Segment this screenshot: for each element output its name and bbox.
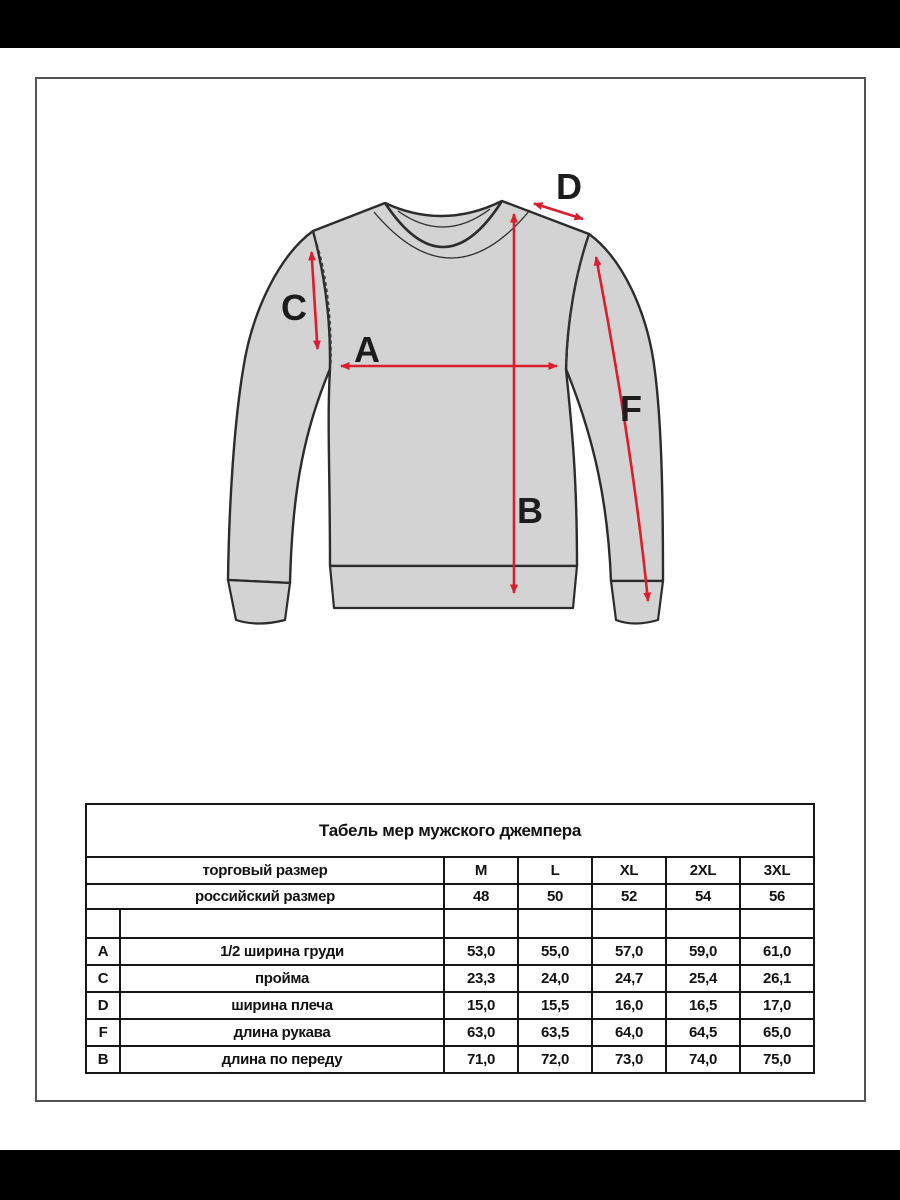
right-cuff [611,581,663,624]
letter-cell: C [86,965,120,992]
value-cell: 15,0 [444,992,518,1019]
russian-size-cell: 54 [666,884,740,909]
value-cell: 23,3 [444,965,518,992]
measure-label-C: C [281,287,307,328]
russian-size-row [86,884,814,909]
value-cell: 16,0 [592,992,666,1019]
value-cell: 26,1 [740,965,814,992]
value-cell: 17,0 [740,992,814,1019]
size-table [85,803,815,1074]
letter-cell: B [86,1046,120,1073]
body-front [313,201,589,566]
value-cell: 64,5 [666,1019,740,1046]
value-cell: 59,0 [666,938,740,965]
value-cell: 63,0 [444,1019,518,1046]
measure-row-D [86,992,814,1019]
value-cell: 73,0 [592,1046,666,1073]
value-cell: 15,5 [518,992,592,1019]
name-cell: длина по переду [120,1046,444,1073]
value-cell: 57,0 [592,938,666,965]
value-cell: 71,0 [444,1046,518,1073]
value-cell: 53,0 [444,938,518,965]
russian-size-cell: 52 [592,884,666,909]
value-cell: 72,0 [518,1046,592,1073]
russian-size-cell: 48 [444,884,518,909]
trade-size-cell: M [444,857,518,884]
name-cell: пройма [120,965,444,992]
measure-label-D: D [556,166,582,207]
value-cell: 24,7 [592,965,666,992]
trade-size-row [86,857,814,884]
name-cell: ширина плеча [120,992,444,1019]
hem-band [330,566,577,608]
measure-label-B: B [517,490,543,531]
trade-size-cell: 2XL [666,857,740,884]
letter-cell: A [86,938,120,965]
name-cell: 1/2 ширина груди [120,938,444,965]
right-sleeve [566,234,663,581]
table-title-row [86,804,814,857]
trade-size-label: торговый размер [86,857,444,884]
garment-diagram [37,79,864,779]
measure-row-F [86,1019,814,1046]
left-cuff [228,580,290,624]
spacer-row [86,909,814,938]
measure-row-B [86,1046,814,1073]
left-sleeve [228,231,330,583]
value-cell: 74,0 [666,1046,740,1073]
value-cell: 64,0 [592,1019,666,1046]
name-cell: длина рукава [120,1019,444,1046]
value-cell: 16,5 [666,992,740,1019]
value-cell: 24,0 [518,965,592,992]
bottom-black-bar [0,1150,900,1200]
measure-label-A: A [354,329,380,370]
letter-cell: F [86,1019,120,1046]
russian-size-label: российский размер [86,884,444,909]
value-cell: 61,0 [740,938,814,965]
value-cell: 75,0 [740,1046,814,1073]
russian-size-cell: 56 [740,884,814,909]
measure-label-F: F [620,388,642,429]
trade-size-cell: XL [592,857,666,884]
measure-row-A [86,938,814,965]
value-cell: 65,0 [740,1019,814,1046]
russian-size-cell: 50 [518,884,592,909]
top-black-bar [0,0,900,48]
table-title: Табель мер мужского джемпера [86,804,814,857]
measure-rows [86,938,814,1073]
trade-size-cell: 3XL [740,857,814,884]
value-cell: 55,0 [518,938,592,965]
trade-size-cell: L [518,857,592,884]
measure-row-C [86,965,814,992]
letter-cell: D [86,992,120,1019]
diagram-frame [35,77,866,1102]
value-cell: 25,4 [666,965,740,992]
value-cell: 63,5 [518,1019,592,1046]
